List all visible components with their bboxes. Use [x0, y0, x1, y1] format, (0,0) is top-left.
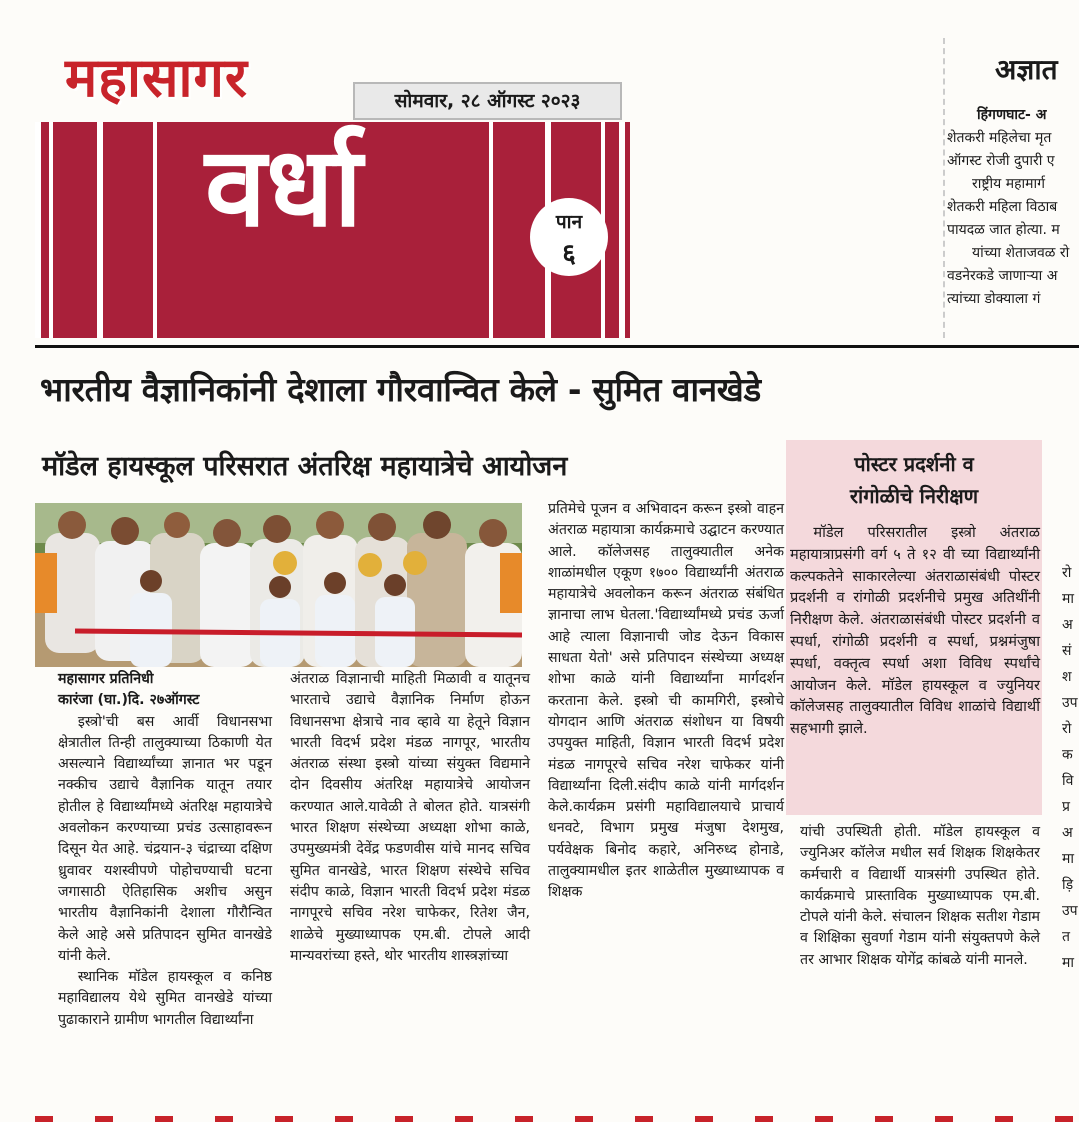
side-teaser-line: हिंगणघाट- अ [977, 107, 1047, 123]
article-headline: भारतीय वैज्ञानिकांनी देशाला गौरवान्वित केले - सुमित वानखेडे [40, 370, 761, 409]
article-column-2 [290, 669, 530, 967]
side-teaser-line: यांच्या शेताजवळ रो [972, 245, 1070, 261]
fragment-line: मा [1062, 955, 1074, 971]
fragment-line: रो [1062, 721, 1072, 737]
fragment-line: अ [1062, 825, 1073, 841]
side-teaser-line: ऑगस्ट रोजी दुपारी ए [947, 153, 1055, 169]
banner-stripe [489, 122, 493, 338]
fragment-line: रो [1062, 565, 1072, 581]
side-teaser-body [947, 104, 1079, 311]
fragment-line: ड़ि [1062, 877, 1074, 893]
issue-date: सोमवार, २८ ऑगस्ट २०२३ [353, 82, 622, 120]
masthead-rule [35, 345, 1079, 348]
fragment-line: प्र [1062, 799, 1070, 815]
side-teaser-line: पायदळ जात होत्या. म [947, 222, 1060, 238]
side-teaser-line: शेतकरी महिला विठाब [947, 199, 1058, 215]
fragment-line: मा [1062, 851, 1074, 867]
page-badge [530, 198, 608, 276]
article-column-4 [800, 822, 1040, 971]
fragment-line: उप [1062, 903, 1078, 919]
side-teaser-line: शेतकरी महिलेचा मृत [947, 130, 1052, 146]
masthead [35, 40, 630, 340]
banner-stripe [97, 122, 103, 338]
fragment-line: श [1062, 669, 1072, 685]
article-column-3 [548, 499, 784, 904]
side-teaser-line: राष्ट्रीय महामार्ग [972, 176, 1046, 192]
fragment-line: सं [1062, 643, 1072, 659]
article-paragraph: यांची उपस्थिती होती. मॉडेल हायस्कूल व ज्युनिअर कॉलेज मधील सर्व शिक्षक शिक्षकेतर कर्मचारी व विद्यार्थी यात्रसंगी उपस्थित होते. कार्यक्रमाचे प्रास्ताविक मुख्याध्यापक एम.बी. टोपले यांनी केले. संचालन शिक्षक सतीश गेडाम व शिक्षिका सुवर्णा गेडाम यांनी संयुक्तपणे केले तर आभार शिक्षक योगेंद्र कांबळे यांनी मानले. [800, 824, 1040, 968]
fragment-line: अ [1062, 617, 1073, 633]
banner-stripe [49, 122, 53, 338]
banner-stripe [619, 122, 625, 338]
article-paragraph: इस्त्रो'ची बस आर्वी विधानसभा क्षेत्रातील तिन्ही तालुक्याच्या ठिकाणी येत असल्याने विद्यार्थ्यांच्या ज्ञानात भर पडून नक्कीच उद्याचे वैज्ञानिक यातून तयार होतील हे विद्यार्थ्यांमध्ये अंतरिक्ष महायात्रेचे अवलोकन करण्याच्या प्रचंड उत्साहावरून दिसून येत आहे. चंद्रयान-३ चंद्राच्या दक्षिण ध्रुवावर यशस्वीपणे पोहोचण्याची घटना जगासाठी ऐतिहासिक अशीच असुन भारतीय वैज्ञानिकांनी देशाला गौरौन्वित केले आहे असे प्रतिपादन सुमित वानखेडे यांनी केले. [58, 713, 272, 964]
article-paragraph: प्रतिमेचे पूजन व अभिवादन करून इस्त्रो वाहन अंतराळ महायात्रा कार्यक्रमाचे उद्घाटन करण्यात आले. कॉलेजसह तालुक्यातील अनेक शाळांमधील एकूण १७०० विद्यार्थ्यांनी अंतराळ महायात्रेचे अवलोकन करून अंतराळ संबंधित ज्ञानाचा लाभ घेतला.'विद्यार्थ्यांमध्ये प्रचंड ऊर्जा आहे त्याला विज्ञानाची जोड देऊन विकास साधता येतो' असे प्रतिपादन संस्थेच्या अध्यक्ष शोभा काळे यांनी विद्यार्थ्यांना मार्गदर्शन करताना केले. इस्त्रो ची कामगिरी, इस्त्रोचे योगदान आणि अंतराळ संशोधन या विषयी उपयुक्त माहिती, विज्ञान भारती विदर्भ प्रदेश मंडळ नागपूरचे सचिव नरेश चाफेकर यांनी विद्यार्थ्यांना दिली.संदीप काळे यांनी मार्गदर्शन केले.कार्यक्रम प्रसंगी महाविद्यालयाचे प्राचार्य धनवटे, विभाग प्रमुख मंजुषा देशमुख, पर्यवेक्षक बिनोद कहारे, अनिरुध्द होनाडे, तालुक्यामधील इतर शाळेतील मुख्याध्यापक व शिक्षक [548, 501, 784, 901]
fragment-line: वि [1062, 773, 1074, 789]
adjacent-article-fragment [1062, 560, 1079, 976]
banner-stripe [153, 122, 157, 338]
fragment-line: उप [1062, 695, 1078, 711]
banner-stripe [35, 122, 41, 338]
next-headline-fragment [35, 1116, 1079, 1122]
page-label: पान [555, 211, 583, 233]
side-teaser-headline: अज्ञात [995, 53, 1058, 86]
poster-box-title-line: रांगोळीचे निरीक्षण [849, 484, 979, 508]
article-paragraph: अंतराळ विज्ञानाची माहिती मिळावी व यातूनच भारताचे उद्याचे वैज्ञानिक निर्माण होऊन विधानसभा क्षेत्राचे नाव व्हावे या हेतूने विज्ञान भारती विदर्भ प्रदेश मंडळ नागपूर, भारतीय अंतराळ संस्था इस्त्रो यांच्या संयुक्त विद्यमाने दोन दिवसीय अंतरिक्ष महायात्रेचे आयोजन करण्यात आले.यावेळी ते बोलत होते. यात्रसंगी भारत शिक्षण संस्थेच्या अध्यक्षा शोभा काळे, उपमुख्यमंत्री देवेंद्र फडणवीस यांचे मानद सचिव सुमित वानखेडे, भारत शिक्षण संस्थेचे सचिव संदीप काळे, विज्ञान भारती विदर्भ प्रदेश मंडळ नागपूरचे सचिव नरेश चाफेकर, रितेश जैन, शाळेचे मुख्याध्यापक एम.बी. टोपले आदी मान्यवरांच्या हस्ते, थोर भारतीय शास्त्रज्ञांच्या [290, 671, 530, 964]
poster-box-title-line: पोस्टर प्रदर्शनी व [854, 452, 974, 476]
poster-exhibition-box [786, 440, 1042, 815]
side-teaser-line: त्यांच्या डोक्याला गं [947, 291, 1041, 307]
poster-box-body: मॉडेल परिसरातील इस्त्रो अंतराळ महायात्राप्रसंगी वर्ग ५ ते १२ वी च्या विद्यार्थ्यांनी कल्पकतेने साकारलेल्या अंतराळासंबंधी पोस्टर प्रदर्शनी व रांगोळी प्रदर्शनीचे प्रमुख अतिथींनी निरीक्षण केले. अंतराळासंबंधी पोस्टर प्रदर्शनी व स्पर्धा, रांगोळी प्रदर्शनी व स्पर्धा, प्रश्नमंजुषा स्पर्धा, वक्तृत्व स्पर्धा अशा विविध स्पर्धांचे आयोजन केले. मॉडेल हायस्कूल व ज्युनियर कॉलेजसह तालुक्यातील विविध शाळांचे विद्यार्थी सहभागी झाले. [790, 524, 1040, 738]
byline: महासागर प्रतिनिधी [58, 671, 154, 687]
article-column-1 [58, 669, 272, 1031]
side-teaser [943, 38, 1079, 338]
fragment-line: मा [1062, 591, 1074, 607]
article-paragraph: स्थानिक मॉडेल हायस्कूल व कनिष्ठ महाविद्यालय येथे सुमित वानखेडे यांच्या पुढाकाराने ग्रामीण भागतील विद्यार्थ्यांना [58, 969, 272, 1028]
fragment-line: क [1062, 747, 1073, 763]
side-teaser-line: वडनेरकडे जाणाऱ्या अ [947, 268, 1058, 284]
fragment-line: त [1062, 929, 1070, 945]
event-photo [35, 503, 522, 667]
ribbon-cutting-photo [35, 503, 522, 667]
section-title: वर्धा [205, 123, 363, 251]
dateline: कारंजा (घा.)दि. २७ऑगस्ट [58, 692, 200, 709]
page-number: ६ [562, 239, 576, 269]
poster-box-title [786, 448, 1042, 512]
newspaper-logo: महासागर [65, 46, 248, 109]
article-subheadline: मॉडेल हायस्कूल परिसरात अंतरिक्ष महायात्रेचे आयोजन [42, 451, 568, 482]
